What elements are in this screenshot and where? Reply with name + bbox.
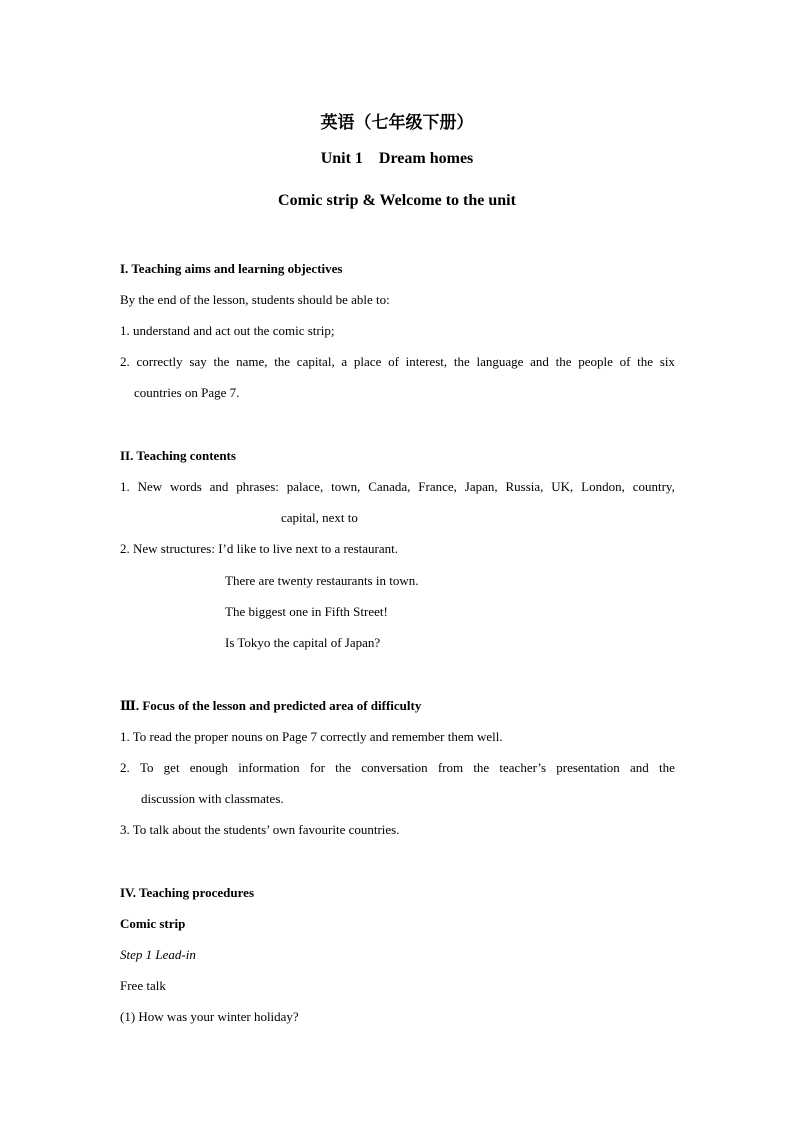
word: To — [139, 760, 154, 775]
section-3-item-1: 1. To read the proper nouns on Page 7 correctly and remember them well. — [120, 729, 503, 744]
word: language — [476, 354, 524, 369]
word: London, — [581, 479, 625, 494]
word: place — [353, 354, 382, 369]
word: and — [530, 354, 549, 369]
section-1-item-2-continuation: countries on Page 7. — [134, 385, 240, 400]
section-3-heading — [120, 698, 421, 714]
word: Canada, — [368, 479, 411, 494]
word: country, — [632, 479, 675, 494]
section-3-item-3: 3. To talk about the students’ own favourite countries. — [120, 822, 400, 837]
word: enough — [189, 760, 229, 775]
word: New — [137, 479, 163, 494]
word: the — [555, 354, 572, 369]
step-1-label: Step 1 Lead-in — [120, 947, 196, 962]
word: and — [630, 760, 649, 775]
word: 2. — [120, 354, 130, 369]
word: the — [473, 760, 490, 775]
lesson-subtitle: Comic strip & Welcome to the unit — [278, 192, 516, 209]
word: phrases: — [236, 479, 279, 494]
question-1: (1) How was your winter holiday? — [120, 1009, 299, 1024]
word: words — [170, 479, 202, 494]
word: France, — [418, 479, 457, 494]
word: for — [309, 760, 325, 775]
comic-strip-subheading: Comic strip — [120, 916, 186, 931]
word: people — [578, 354, 613, 369]
word: conversation — [361, 760, 428, 775]
word: the — [335, 760, 352, 775]
word: interest, — [405, 354, 448, 369]
section-3-number: Ⅲ. — [120, 698, 140, 713]
section-2-item-1 — [120, 479, 675, 495]
word: say — [189, 354, 207, 369]
word: the — [658, 760, 675, 775]
structure-line-3: The biggest one in Fifth Street! — [225, 604, 388, 619]
word: town, — [331, 479, 361, 494]
word: of — [388, 354, 399, 369]
word: 1. — [120, 479, 130, 494]
word: and — [209, 479, 229, 494]
section-1-intro: By the end of the lesson, students should be able to: — [120, 292, 390, 307]
word: correctly — [136, 354, 183, 369]
section-3-item-2 — [120, 760, 675, 776]
word: presentation — [556, 760, 620, 775]
section-1-item-2 — [120, 354, 675, 370]
section-3-item-2-continuation: discussion with classmates. — [141, 791, 284, 806]
section-2-item-2: 2. New structures: I’d like to live next to a restaurant. — [120, 541, 398, 556]
section-1-item-1: 1. understand and act out the comic strip; — [120, 323, 335, 338]
word: the — [453, 354, 470, 369]
word: the — [213, 354, 230, 369]
word: 2. — [120, 760, 130, 775]
word: Japan, — [464, 479, 498, 494]
structure-line-2: There are twenty restaurants in town. — [225, 573, 419, 588]
free-talk-label: Free talk — [120, 978, 166, 993]
section-2-heading: II. Teaching contents — [120, 448, 236, 463]
word: of — [619, 354, 631, 369]
word: from — [437, 760, 464, 775]
word: Russia, — [505, 479, 544, 494]
word: name, — [236, 354, 268, 369]
word: capital, — [296, 354, 335, 369]
section-3-heading-text: Focus of the lesson and predicted area of difficulty — [139, 698, 422, 713]
word: palace, — [286, 479, 324, 494]
word: six — [659, 354, 675, 369]
word: a — [341, 354, 348, 369]
word: information — [238, 760, 300, 775]
word: UK, — [551, 479, 574, 494]
section-2-item-1-continuation: capital, next to — [281, 510, 358, 525]
course-title: 英语（七年级下册） — [320, 113, 474, 132]
section-4-heading: IV. Teaching procedures — [120, 885, 255, 900]
word: the — [637, 354, 654, 369]
word: the — [274, 354, 291, 369]
section-1-heading: I. Teaching aims and learning objectives — [120, 261, 343, 276]
unit-title: Unit 1 Dream homes — [320, 150, 474, 167]
word: teacher’s — [499, 760, 547, 775]
structure-line-4: Is Tokyo the capital of Japan? — [225, 635, 381, 650]
word: get — [163, 760, 180, 775]
